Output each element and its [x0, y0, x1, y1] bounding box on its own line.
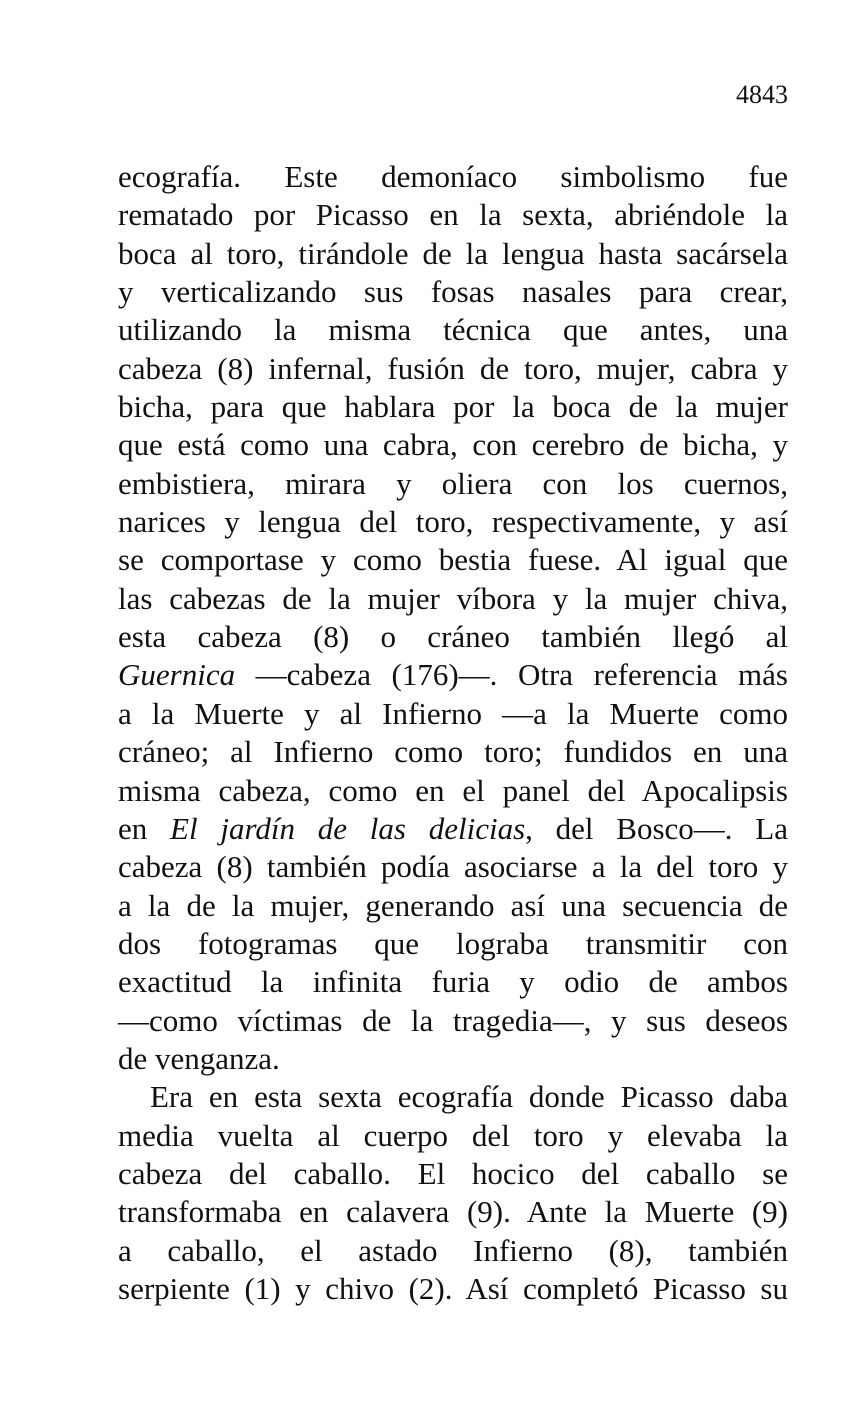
- jardin-title: El jardín de las delicias: [170, 810, 526, 846]
- text-line: narices y lengua del toro, respectivamente, y así: [118, 504, 788, 540]
- text-line: y verticalizando sus fosas nasales para crear,: [118, 274, 788, 310]
- text-line: que está como una cabra, con cerebro de bicha, y: [118, 427, 788, 463]
- text-line: Era en esta sexta ecografía donde Picasso daba: [150, 1079, 788, 1115]
- text-line: exactitud la infinita furia y odio de ambos: [118, 964, 788, 1000]
- text-line: a la Muerte y al Infierno —a la Muerte como: [118, 695, 788, 731]
- text-line: serpiente (1) y chivo (2). Así completó Picasso su: [118, 1270, 788, 1306]
- text-line: dos fotogramas que lograba transmitir con: [118, 925, 788, 961]
- text-line: cabeza (8) infernal, fusión de toro, mujer, cabra y: [118, 350, 788, 386]
- text-line: cráneo; al Infierno como toro; fundidos en una: [118, 734, 788, 770]
- text-line: misma cabeza, como en el panel del Apocalipsis: [118, 772, 788, 808]
- guernica-title: Guernica: [118, 657, 236, 693]
- text-line: las cabezas de la mujer víbora y la mujer chiva,: [118, 580, 788, 616]
- text-line: utilizando la misma técnica que antes, una: [118, 312, 788, 348]
- text-line-guernica: [118, 656, 788, 694]
- text-fragment: , del Bosco—. La: [525, 810, 788, 846]
- text-line: cabeza (8) también podía asociarse a la del toro y: [118, 849, 788, 885]
- text-line: a la de la mujer, generando así una secuencia de: [118, 887, 788, 923]
- paragraph-1: [118, 158, 788, 1078]
- body-text: [118, 158, 788, 1308]
- text-line: —como víctimas de la tragedia—, y sus deseos: [118, 1002, 788, 1038]
- text-line: a caballo, el astado Infierno (8), también: [118, 1232, 788, 1268]
- page-number: 4843: [736, 80, 788, 109]
- text-line: cabeza del caballo. El hocico del caballo se: [118, 1155, 788, 1191]
- text-line: ecografía. Este demoníaco simbolismo fue: [118, 159, 788, 194]
- text-line: se comportase y como bestia fuese. Al igual que: [118, 542, 788, 578]
- text-line: esta cabeza (8) o cráneo también llegó al: [118, 619, 788, 655]
- text-line: bicha, para que hablara por la boca de la mujer: [118, 389, 788, 425]
- text-line-bosco: [118, 810, 788, 848]
- text-line: de venganza.: [118, 1040, 280, 1076]
- text-fragment: —cabeza (176)—. Otra referencia más: [235, 657, 788, 693]
- text-line: embistiera, mirara y oliera con los cuernos,: [118, 465, 788, 501]
- paragraph-2: [118, 1078, 788, 1308]
- text-line: media vuelta al cuerpo del toro y elevaba la: [118, 1117, 788, 1153]
- text-line: rematado por Picasso en la sexta, abriéndole la: [118, 197, 788, 233]
- text-fragment: en: [118, 810, 171, 846]
- text-line: transformaba en calavera (9). Ante la Muerte (9): [118, 1194, 788, 1230]
- text-line: boca al toro, tirándole de la lengua hasta sacársela: [118, 235, 788, 271]
